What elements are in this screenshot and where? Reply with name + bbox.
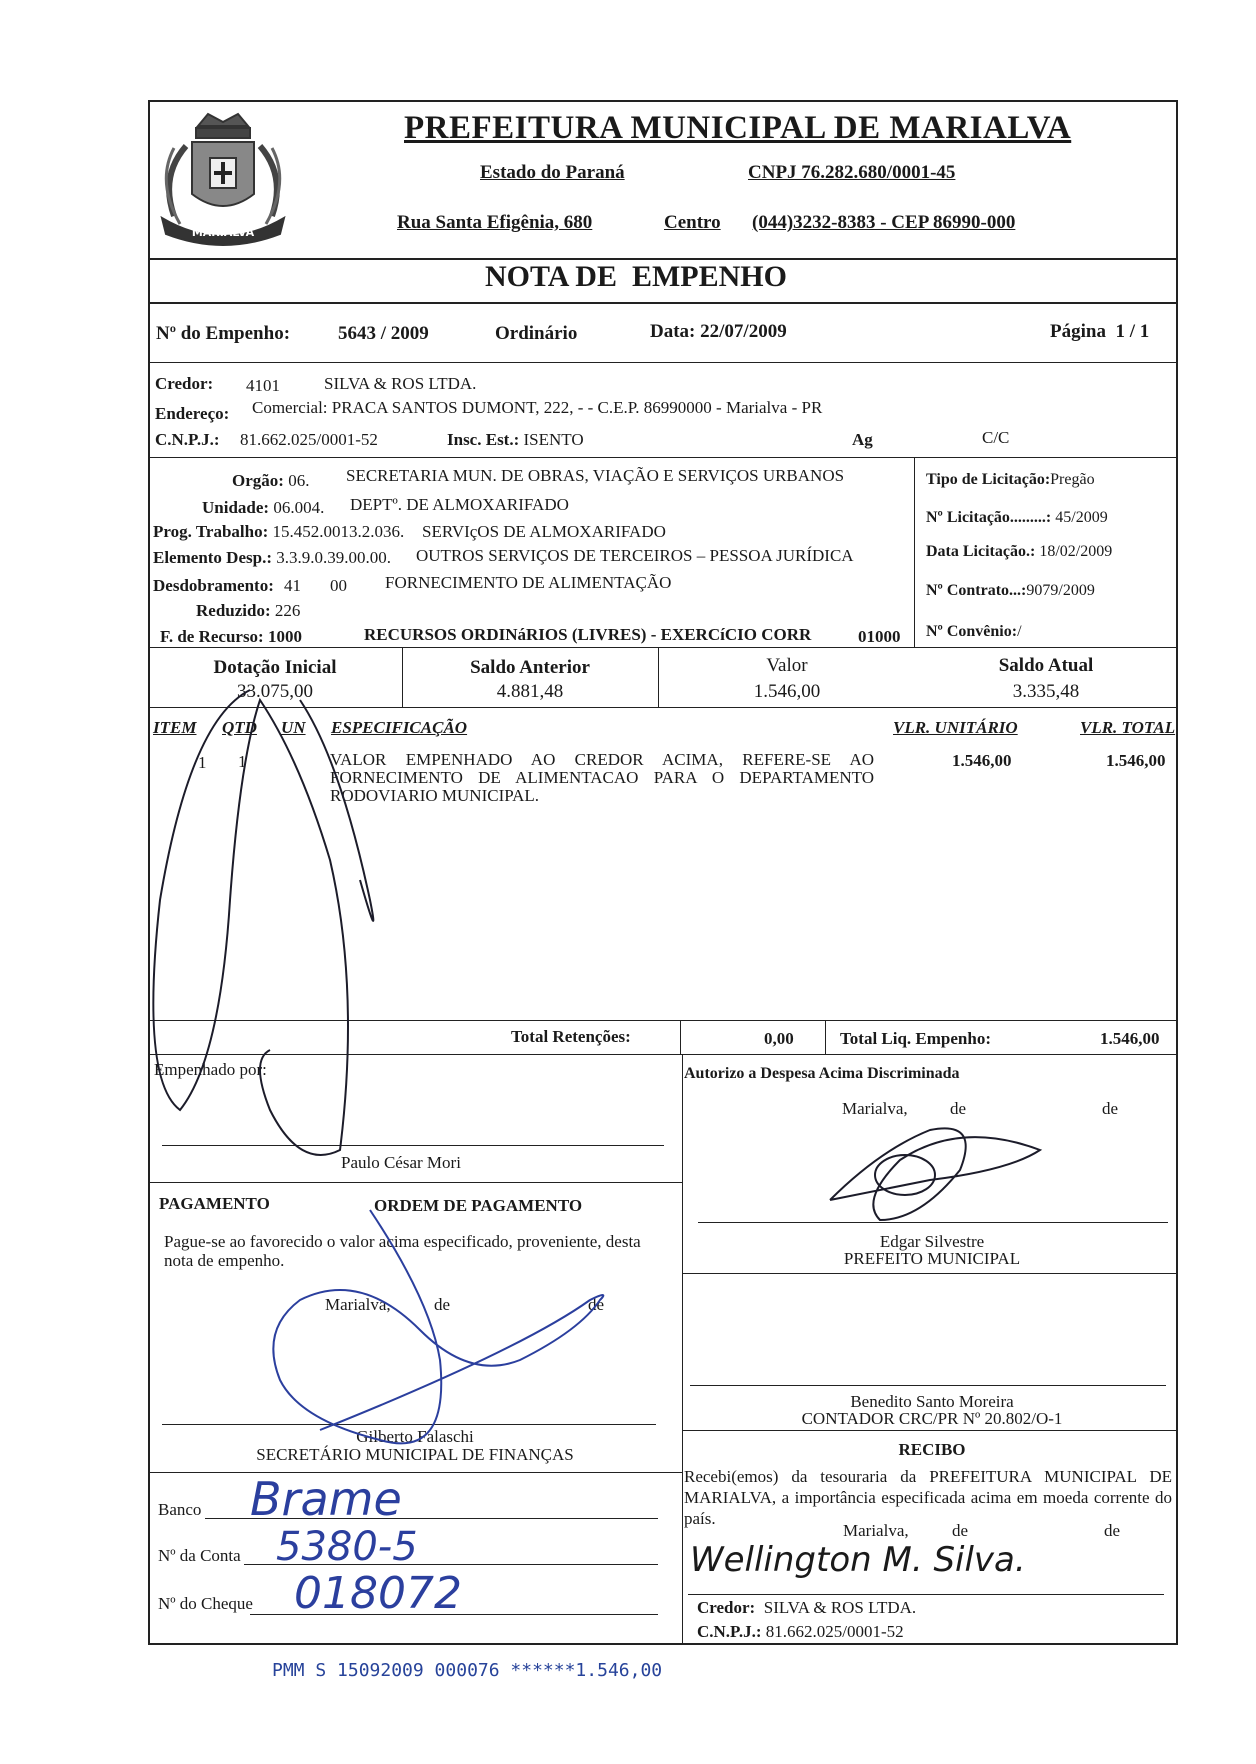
col-espec: ESPECIFICAÇÃO: [331, 718, 468, 737]
desdob-name: FORNECIMENTO DE ALIMENTAÇÃO: [385, 573, 672, 592]
numero-contrato: Nº Contrato...:9079/2009: [926, 582, 1095, 599]
cheque-label: Nº do Cheque: [158, 1594, 253, 1613]
recibo-de2: de: [1104, 1521, 1121, 1540]
ag-label: Ag: [852, 430, 873, 449]
unidade-row: Unidade: 06.004.: [202, 498, 325, 517]
cnpj-label: C.N.P.J.:: [155, 430, 220, 449]
recibo-cnpj: C.N.P.J.: 81.662.025/0001-52: [697, 1622, 904, 1641]
desdob-sub: 00: [330, 576, 347, 595]
insc-est: Insc. Est.: ISENTO: [447, 430, 584, 449]
col-un: UN: [281, 718, 306, 737]
reduzido-row: Reduzido: 226: [196, 601, 301, 620]
autorizo-de1: de: [950, 1099, 967, 1118]
pagamento-de1: de: [434, 1295, 451, 1314]
page-number: Página 1 / 1: [1050, 321, 1150, 342]
document-title: NOTA DE EMPENHO: [485, 260, 787, 293]
coat-of-arms-logo: [152, 106, 294, 254]
col-unit: VLR. UNITÁRIO: [893, 718, 1018, 737]
col-total: VLR. TOTAL: [1080, 718, 1176, 737]
elemento-name: OUTROS SERVIÇOS DE TERCEIROS – PESSOA JURÍDICA: [416, 546, 854, 565]
liquido-label: Total Liq. Empenho:: [840, 1029, 991, 1048]
prog-row: Prog. Trabalho: 15.452.0013.2.036.: [153, 522, 405, 541]
credor-name: SILVA & ROS LTDA.: [324, 374, 477, 393]
page-title: PREFEITURA MUNICIPAL DE MARIALVA: [404, 110, 1072, 146]
credor-code: 4101: [246, 376, 280, 395]
ordem-label: ORDEM DE PAGAMENTO: [374, 1196, 583, 1215]
recibo-city: Marialva,: [843, 1521, 909, 1540]
liquido-value: 1.546,00: [1100, 1029, 1160, 1048]
anterior-label: Saldo Anterior: [470, 657, 590, 678]
cnpj-text: CNPJ 76.282.680/0001-45: [748, 162, 956, 183]
recibo-credor: Credor: SILVA & ROS LTDA.: [697, 1598, 917, 1617]
item-qtd: 1: [238, 752, 247, 771]
autorizo-city: Marialva,: [842, 1099, 908, 1118]
credor-cnpj: 81.662.025/0001-52: [240, 430, 378, 449]
recibo-de1: de: [952, 1521, 969, 1540]
cc-label: C/C: [982, 428, 1010, 447]
dotacao-label: Dotação Inicial: [213, 657, 337, 678]
credor-label: Credor:: [155, 374, 214, 393]
numero-licitacao: Nº Licitação.........: 45/2009: [926, 509, 1108, 526]
orgao-row: Orgão: 06.: [232, 471, 310, 490]
conta-label: Nº da Conta: [158, 1546, 241, 1565]
secretario-role: SECRETÁRIO MUNICIPAL DE FINANÇAS: [256, 1445, 574, 1464]
valor-value: 1.546,00: [753, 681, 821, 702]
autorizo-title: Autorizo a Despesa Acima Discriminada: [684, 1065, 960, 1082]
recurso-name: RECURSOS ORDINáRIOS (LIVRES) - EXERCíCIO CORR: [364, 625, 812, 644]
empenho-date: Data: 22/07/2009: [650, 321, 787, 342]
logo-text: MARIALVA: [191, 226, 255, 239]
contador-name: Benedito Santo Moreira: [850, 1392, 1014, 1411]
col-qtd: QTD: [222, 718, 257, 737]
empenho-number-label: Nº do Empenho:: [156, 323, 291, 344]
credor-address: Comercial: PRACA SANTOS DUMONT, 222, - - C.E.P. 86990000 - Marialva - PR: [252, 398, 823, 417]
data-licitacao: Data Licitação.: 18/02/2009: [926, 543, 1113, 560]
pagamento-text: Pague-se ao favorecido o valor acima especificado, proveniente, desta nota de empenho.: [164, 1232, 641, 1270]
desdob-code: 41: [284, 576, 301, 595]
tipo-licitacao: Tipo de Licitação:Pregão: [926, 471, 1095, 488]
desdob-row: Desdobramento:: [153, 576, 274, 595]
cheque-value: 018072: [294, 1568, 462, 1619]
prefeito-role: PREFEITO MUNICIPAL: [843, 1249, 1021, 1268]
endereco-label: Endereço:: [155, 404, 230, 423]
item-unit-value: 1.546,00: [952, 751, 1012, 770]
conta-value: 5380-5: [276, 1524, 418, 1570]
atual-value: 3.335,48: [1012, 681, 1080, 702]
item-number: 1: [198, 753, 207, 772]
retencoes-label: Total Retenções:: [511, 1027, 631, 1046]
empenhado-label: Empenhado por:: [154, 1060, 267, 1079]
empenho-type: Ordinário: [495, 323, 578, 344]
empenho-number: 5643 / 2009: [338, 323, 429, 344]
atual-label: Saldo Atual: [998, 655, 1094, 676]
recibo-title: RECIBO: [898, 1440, 966, 1459]
phone-cep-text: (044)3232-8383 - CEP 86990-000: [752, 212, 1016, 233]
retencoes-value: 0,00: [764, 1029, 794, 1048]
col-item: ITEM: [153, 718, 197, 737]
valor-label: Valor: [766, 655, 808, 676]
anterior-value: 4.881,48: [496, 681, 564, 702]
prog-name: SERVIçOS DE ALMOXARIFADO: [422, 522, 666, 541]
recibo-signature: Wellington M. Silva.: [690, 1540, 1026, 1580]
item-total-value: 1.546,00: [1106, 751, 1166, 770]
prefeito-name: Edgar Silvestre: [879, 1232, 985, 1251]
numero-convenio: Nº Convênio:/: [926, 623, 1022, 640]
banco-label: Banco: [158, 1500, 202, 1519]
district-text: Centro: [664, 212, 721, 233]
recibo-text: Recebi(emos) da tesouraria da PREFEITURA MUNICIPAL DE MARIALVA, a importância especificada acima em moeda corrente do país.: [684, 1467, 1172, 1528]
payment-stamp: PMM S 15092009 000076 ******1.546,00: [272, 1660, 663, 1681]
pagamento-city: Marialva,: [325, 1295, 391, 1314]
secretario-name: Gilberto Falaschi: [356, 1427, 474, 1446]
recurso-row: F. de Recurso: 1000: [160, 627, 302, 646]
unidade-name: DEPTº. DE ALMOXARIFADO: [350, 495, 569, 514]
autorizo-de2: de: [1102, 1099, 1119, 1118]
pagamento-de2: de: [588, 1295, 605, 1314]
orgao-name: SECRETARIA MUN. DE OBRAS, VIAÇÃO E SERVIÇOS URBANOS: [346, 466, 845, 485]
pagamento-label: PAGAMENTO: [159, 1194, 270, 1213]
state-text: Estado do Paraná: [480, 162, 625, 183]
dotacao-value: 33.075,00: [237, 681, 313, 702]
empenhado-name: Paulo César Mori: [341, 1153, 461, 1172]
item-spec: VALOR EMPENHADO AO CREDOR ACIMA, REFERE-SE AO FORNECIMENTO DE ALIMENTACAO PARA O DEPARTAMENTO RODOVIARIO MUNICIPAL.: [330, 750, 874, 805]
address-text: Rua Santa Efigênia, 680: [397, 212, 593, 233]
elemento-row: Elemento Desp.: 3.3.9.0.39.00.00.: [153, 548, 391, 567]
banco-value: Brame: [250, 1472, 402, 1526]
contador-role: CONTADOR CRC/PR Nº 20.802/O-1: [801, 1409, 1063, 1428]
recurso-sub: 01000: [858, 627, 901, 646]
